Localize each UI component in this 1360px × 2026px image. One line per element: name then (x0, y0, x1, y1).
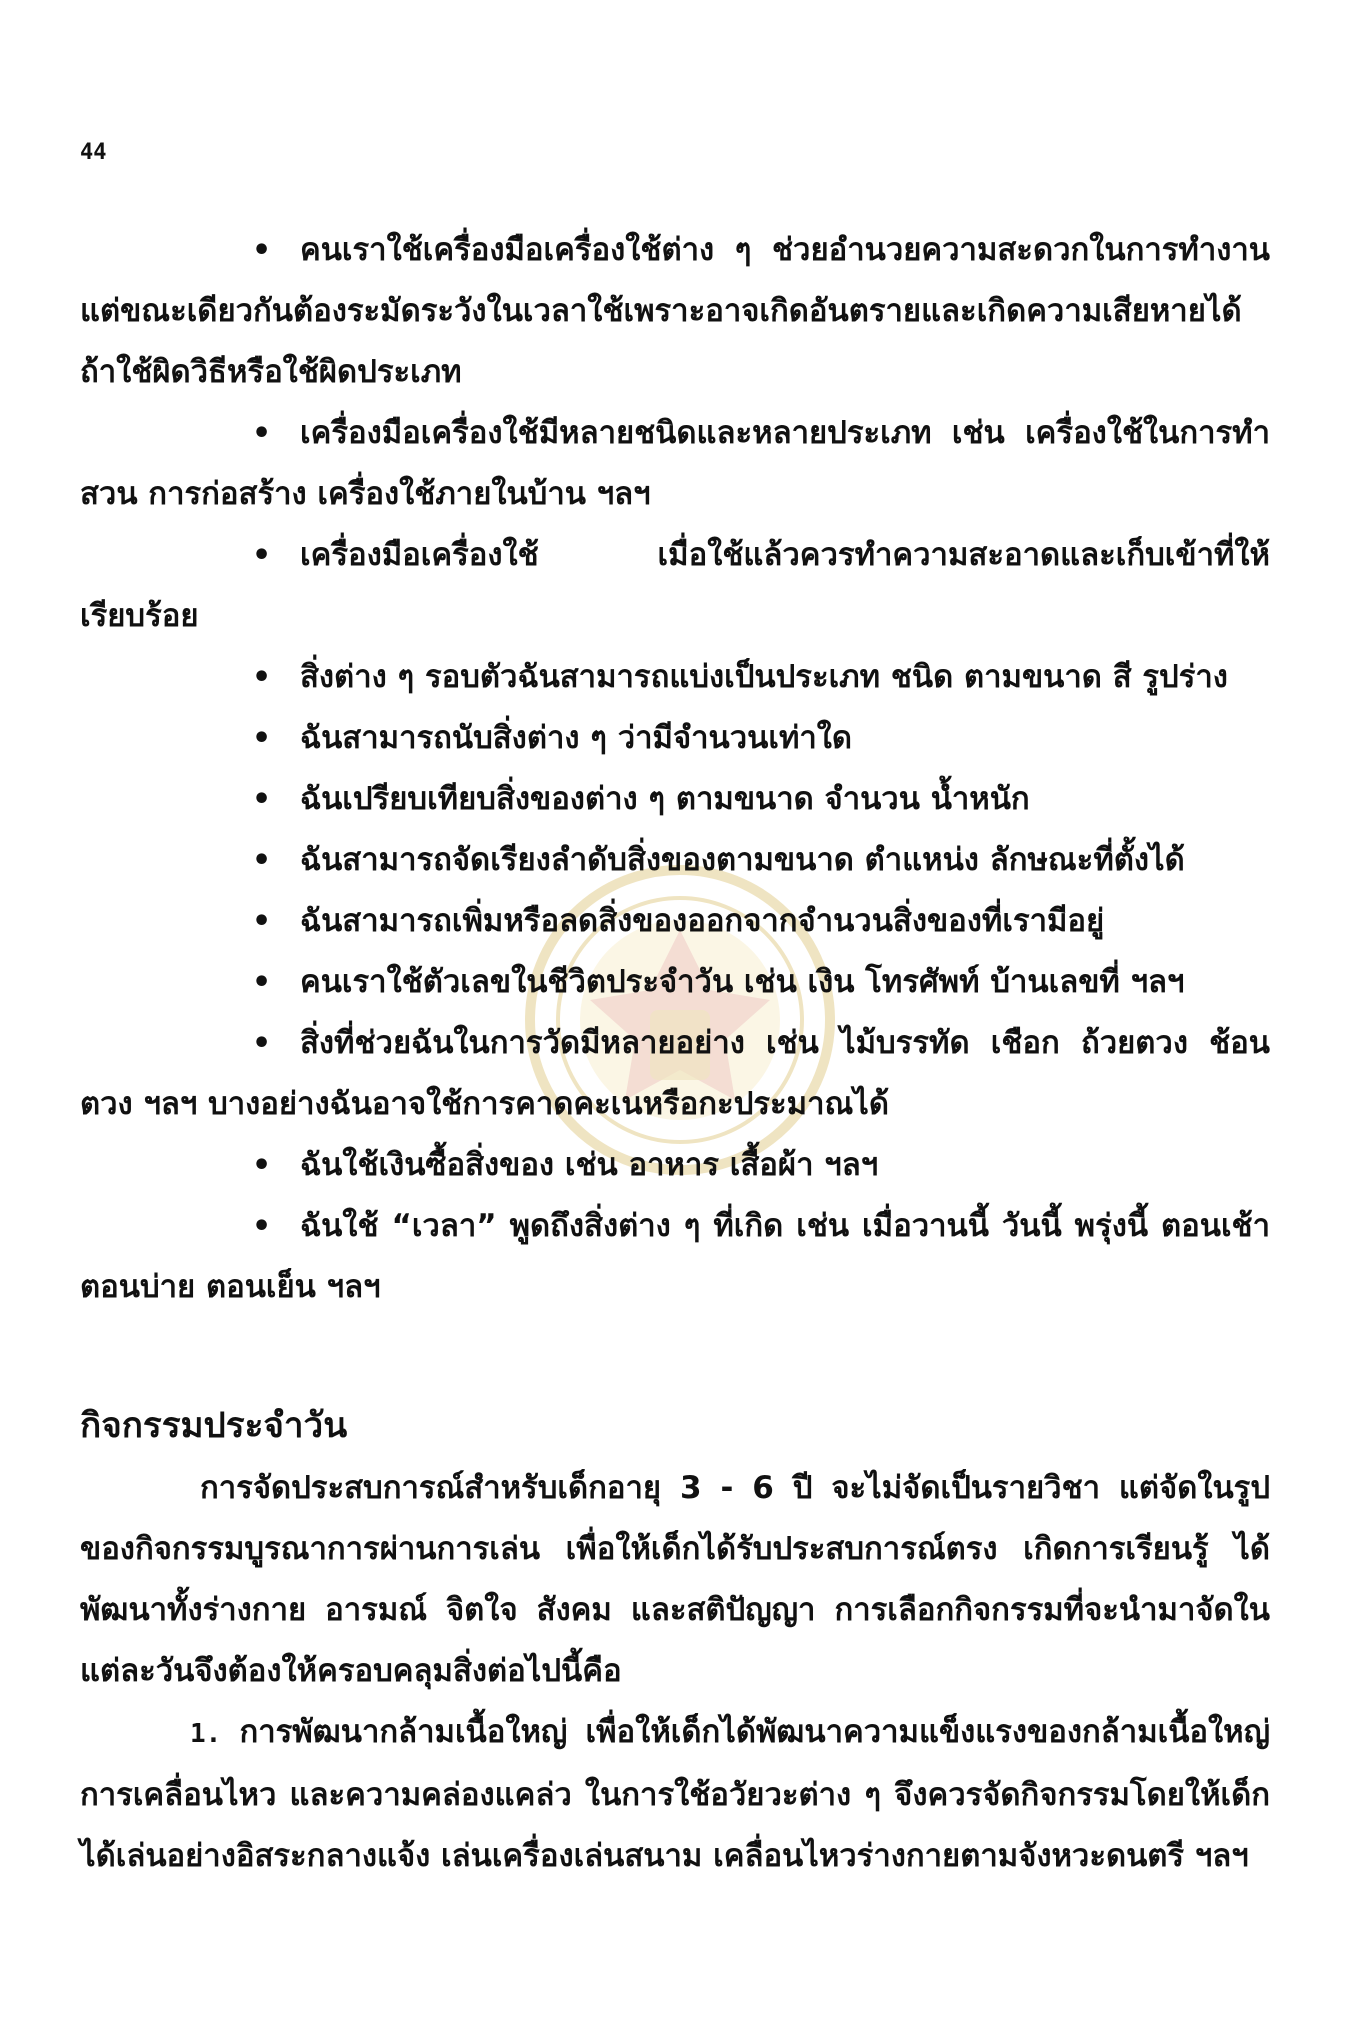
list-item (80, 1013, 1270, 1135)
list-item (80, 1196, 1270, 1318)
bullet-icon: • (252, 904, 272, 939)
bullet-icon: • (252, 233, 272, 268)
list-item (80, 952, 1270, 1013)
bullet-icon: • (252, 416, 272, 451)
bullet-text: ฉันสามารถนับสิ่งต่าง ๆ ว่ามีจำนวนเท่าใด (300, 720, 853, 756)
list-item (80, 647, 1270, 708)
bullet-text: ฉันสามารถเพิ่มหรือลดสิ่งของออกจากจำนวนสิ่งของที่เรามีอยู่ (300, 903, 1105, 939)
bullet-icon: • (252, 782, 272, 817)
bullet-text: คนเราใช้ตัวเลขในชีวิตประจำวัน เช่น เงิน โทรศัพท์ บ้านเลขที่ ฯลฯ (300, 964, 1185, 1000)
bullet-text: ฉันสามารถจัดเรียงลำดับสิ่งของตามขนาด ตำแหน่ง ลักษณะที่ตั้งได้ (300, 842, 1185, 878)
list-item (80, 708, 1270, 769)
bullet-text: เครื่องมือเครื่องใช้มีหลายชนิดและหลายประเภท เช่น เครื่องใช้ในการทำสวน การก่อสร้าง เครื่องใช้ภายในบ้าน ฯลฯ (80, 415, 1270, 512)
list-item (80, 830, 1270, 891)
list-item (80, 769, 1270, 830)
item-text: เพื่อให้เด็กได้พัฒนาความแข็งแรงของกล้ามเนื้อใหญ่ การเคลื่อนไหว และความคล่องแคล่ว ในการใช้อวัยวะต่าง ๆ จึงควรจัดกิจกรรมโดยให้เด็กได้เล่นอย่างอิสระกลางแจ้ง เล่นเครื่องเล่นสนาม เคลื่อนไหวร่างกายตามจังหวะดนตรี ฯลฯ (80, 1714, 1271, 1874)
bullet-icon: • (252, 538, 272, 573)
list-item (80, 525, 1270, 647)
numbered-item (80, 1702, 1270, 1887)
bullet-icon: • (252, 660, 272, 695)
section-heading: กิจกรรมประจำวัน (80, 1406, 348, 1446)
document-body (80, 220, 1270, 1887)
bullet-icon: • (252, 1148, 272, 1183)
bullet-text: ฉันเปรียบเทียบสิ่งของต่าง ๆ ตามขนาด จำนวน น้ำหนัก (300, 781, 1030, 817)
bullet-icon: • (252, 721, 272, 756)
section-spacer (80, 1318, 1270, 1394)
list-item (80, 220, 1270, 403)
list-item (80, 403, 1270, 525)
bullet-text: สิ่งที่ช่วยฉันในการวัดมีหลายอย่าง เช่น ไม้บรรทัด เชือก ถ้วยตวง ช้อนตวง ฯลฯ บางอย่างฉันอาจใช้การคาดคะเนหรือกะประมาณได้ (80, 1025, 1270, 1122)
page-number: 44 (80, 140, 107, 165)
bullet-text: สิ่งต่าง ๆ รอบตัวฉันสามารถแบ่งเป็นประเภท ชนิด ตามขนาด สี รูปร่าง (300, 659, 1228, 695)
list-item (80, 891, 1270, 952)
bullet-text: ฉันใช้ “เวลา” พูดถึงสิ่งต่าง ๆ ที่เกิด เช่น เมื่อวานนี้ วันนี้ พรุ่งนี้ ตอนเช้า ตอนบ่าย ตอนเย็น ฯลฯ (80, 1208, 1270, 1305)
bullet-list (80, 220, 1270, 1318)
item-number: 1. (190, 1719, 222, 1749)
section-intro: การจัดประสบการณ์สำหรับเด็กอายุ 3 - 6 ปี จะไม่จัดเป็นรายวิชา แต่จัดในรูปของกิจกรรมบูรณาการผ่านการเล่น เพื่อให้เด็กได้รับประสบการณ์ตรง เกิดการเรียนรู้ ได้พัฒนาทั้งร่างกาย อารมณ์ จิตใจ สังคม และสติปัญญา การเลือกกิจกรรมที่จะนำมาจัดในแต่ละวันจึงต้องให้ครอบคลุมสิ่งต่อไปนี้คือ (80, 1470, 1270, 1689)
bullet-icon: • (252, 965, 272, 1000)
bullet-icon: • (252, 1209, 272, 1244)
item-title: การพัฒนากล้ามเนื้อใหญ่ (239, 1714, 568, 1750)
bullet-text: ฉันใช้เงินซื้อสิ่งของ เช่น อาหาร เสื้อผ้า ฯลฯ (300, 1147, 879, 1183)
bullet-icon: • (252, 843, 272, 878)
list-item (80, 1135, 1270, 1196)
bullet-text: คนเราใช้เครื่องมือเครื่องใช้ต่าง ๆ ช่วยอำนวยความสะดวกในการทำงาน แต่ขณะเดียวกันต้องระมัดระวังในเวลาใช้เพราะอาจเกิดอันตรายและเกิดความเสียหายได้ ถ้าใช้ผิดวิธีหรือใช้ผิดประเภท (80, 232, 1270, 390)
bullet-text: เครื่องมือเครื่องใช้ เมื่อใช้แล้วควรทำความสะอาดและเก็บเข้าที่ให้เรียบร้อย (80, 537, 1270, 634)
bullet-icon: • (252, 1026, 272, 1061)
